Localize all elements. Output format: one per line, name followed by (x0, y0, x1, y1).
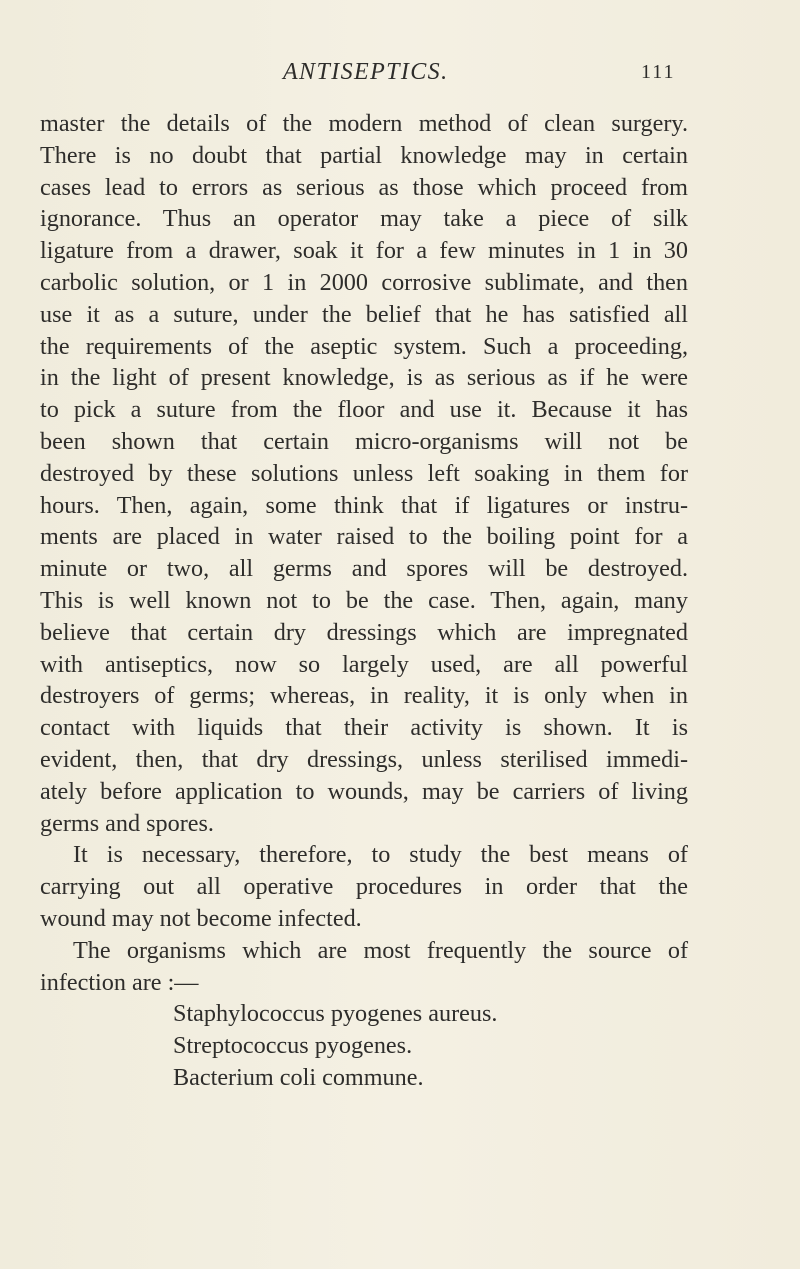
text-line: evident, then, that dry dressings, unless sterilised immedi- (40, 745, 688, 773)
paragraph-start-line: It is necessary, therefore, to study the best means of (73, 841, 688, 869)
text-line: This is well known not to be the case. Then, again, many (40, 586, 688, 614)
text-line: ligature from a drawer, soak it for a few minutes in 1 in 30 (40, 237, 688, 265)
text-line: cases lead to errors as serious as those which proceed from (40, 173, 688, 201)
text-line: ignorance. Thus an operator may take a piece of silk (40, 205, 688, 233)
text-line: destroyers of germs; whereas, in reality, it is only when in (40, 682, 688, 710)
text-line: germs and spores. (40, 809, 214, 837)
text-line: with antiseptics, now so largely used, are all powerful (40, 650, 688, 678)
text-line: believe that certain dry dressings which are impregnated (40, 618, 688, 646)
text-line: master the details of the modern method of clean surgery. (40, 110, 688, 137)
text-line: carrying out all operative procedures in order that the (40, 873, 688, 901)
text-line: There is no doubt that partial knowledge may in certain (40, 141, 688, 169)
text-line: ments are placed in water raised to the boiling point for a (40, 523, 688, 551)
text-line: to pick a suture from the floor and use it. Because it has (40, 396, 688, 424)
page-number: 111 (641, 61, 676, 83)
text-line: in the light of present knowledge, is as serious as if he were (40, 364, 688, 392)
text-line: been shown that certain micro-organisms will not be (40, 427, 688, 455)
text-line: destroyed by these solutions unless left soaking in them for (40, 459, 688, 487)
running-title: ANTISEPTICS. (283, 59, 449, 85)
text-line: use it as a suture, under the belief that he has satisfied all (40, 300, 688, 328)
text-line: wound may not become infected. (40, 904, 362, 932)
text-line: minute or two, all germs and spores will be destroyed. (40, 555, 688, 583)
paragraph-start-line: The organisms which are most frequently the source of (73, 936, 688, 964)
running-head (0, 56, 800, 88)
organism-list-item: Streptococcus pyogenes. (173, 1032, 413, 1060)
text-line: hours. Then, again, some think that if ligatures or instru- (40, 491, 688, 519)
organism-list-item: Bacterium coli commune. (173, 1063, 424, 1091)
body-text (40, 108, 688, 1094)
text-line: ately before application to wounds, may be carriers of living (40, 777, 688, 805)
text-line: carbolic solution, or 1 in 2000 corrosive sublimate, and then (40, 268, 688, 296)
text-line: contact with liquids that their activity is shown. It is (40, 714, 688, 742)
organism-list-item: Staphylococcus pyogenes aureus. (173, 1000, 498, 1028)
text-line: infection are :— (40, 968, 199, 996)
text-line: the requirements of the aseptic system. Such a proceeding, (40, 332, 688, 360)
